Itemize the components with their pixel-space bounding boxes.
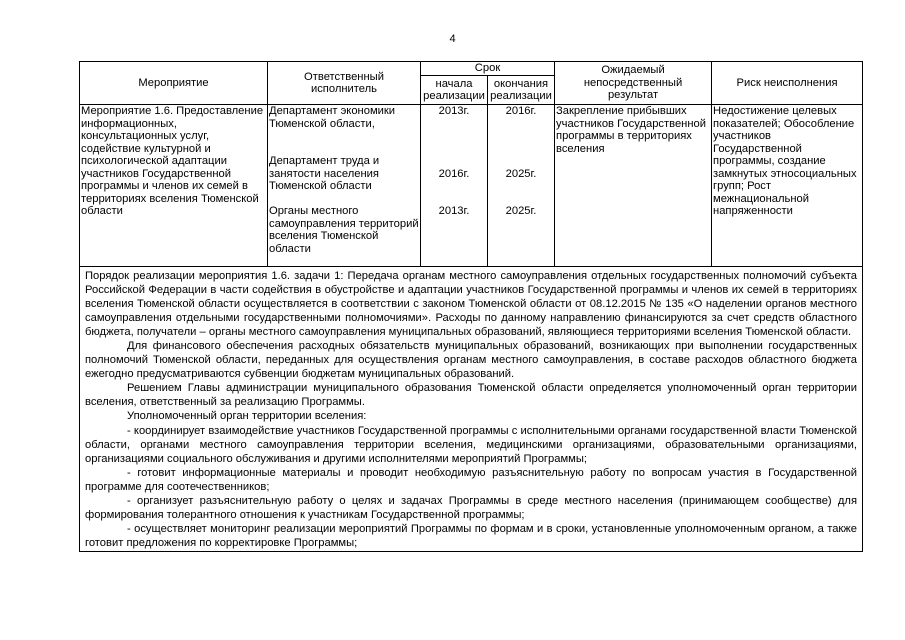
risk-cell: Недостижение целевых показателей; Обособление участников Государственной программы, создание замкнутых этносоциальных групп; Рост межнациональной напряженности — [712, 105, 863, 267]
paragraph: - готовит информационные материалы и проводит необходимую разъяснительную работу по вопросам участия в Государственной программе для соотечественников; — [85, 466, 858, 493]
header-result: Ожидаемый непосредственный результат — [555, 62, 712, 105]
paragraph: Для финансового обеспечения расходных обязательств муниципальных образований, возникающих при выполнении государственных полномочий Тюменской области, переданных для осуществления органам местного самоуправления, в составе расходов областного бюджета ежегодно предусматриваются субвенции бюджетам муниципальных образований. — [85, 340, 858, 381]
end-year: 2016г. — [505, 105, 537, 117]
header-start: начала реализации — [421, 76, 488, 105]
header-term: Срок — [421, 62, 555, 76]
executor-name: Департамент экономики Тюменской области, — [269, 105, 396, 130]
executor-name: Органы местного самоуправления территорий вселения Тюменской области — [269, 205, 419, 255]
result-cell: Закрепление прибывших участников Государственной программы в территориях вселения — [555, 105, 712, 267]
paragraph: Решением Главы администрации муниципального образования Тюменской области определяется уполномоченный орган территории вселения, ответственный за реализацию Программы. — [85, 382, 858, 409]
header-end: окончания реализации — [488, 76, 555, 105]
start-year: 2016г. — [438, 167, 470, 180]
responsible-cell — [268, 105, 421, 267]
paragraph: - осуществляет мониторинг реализации мероприятий Программы по формам и в сроки, установленные уполномоченным органом, а также готовит предложения по корректировке Программы; — [85, 522, 858, 549]
start-year: 2013г. — [438, 105, 470, 117]
implementation-text — [80, 267, 863, 552]
executor-name: Департамент труда и занятости населения Тюменской области — [269, 155, 380, 192]
start-cell — [421, 105, 488, 267]
header-responsible: Ответственный исполнитель — [268, 62, 421, 105]
paragraph: - организует разъяснительную работу о целях и задачах Программы в среде местного населения (принимающем сообществе) для формирования толерантного отношения к участникам Государственной программы; — [85, 494, 858, 521]
paragraph: Порядок реализации мероприятия 1.6. задачи 1: Передача органам местного самоуправления отдельных государственных полномочий субъекта Российской Федерации в части содействия в обустройстве и адаптации участников Государственной программы и членов их семей в территориях вселения Тюменской области осуществляется в соответствии с законом Тюменской области от 08.12.2015 № 135 «О наделении органов местного самоуправления отдельными государственными полномочиями». Расходы по данному направлению финансируются за счет средств областного бюджета, получатели – органы местного самоуправления муниципальных образований, являющиеся территориями вселения Тюменской области. — [85, 270, 858, 339]
measure-cell: Мероприятие 1.6. Предоставление информационных, консультационных услуг, содействие культурной и психологической адаптации участников Государственной программы и членов их семей в территориях вселения Тюменской области — [80, 105, 268, 267]
paragraph: Уполномоченный орган территории вселения: — [127, 410, 367, 423]
page-number: 4 — [449, 33, 456, 45]
start-year: 2013г. — [438, 205, 470, 217]
header-risk: Риск неисполнения — [712, 62, 863, 105]
header-measure: Мероприятие — [80, 62, 268, 105]
program-table — [79, 61, 863, 552]
end-year: 2025г. — [505, 167, 537, 180]
end-cell — [488, 105, 555, 267]
paragraph: - координирует взаимодействие участников Государственной программы с исполнительными органами государственной власти Тюменской области, органами местного самоуправления территории вселения, медицинскими организациями, образовательными организациями, организациями социального обслуживания и другими исполнителями мероприятий Программы; — [85, 424, 858, 465]
end-year: 2025г. — [505, 205, 537, 217]
